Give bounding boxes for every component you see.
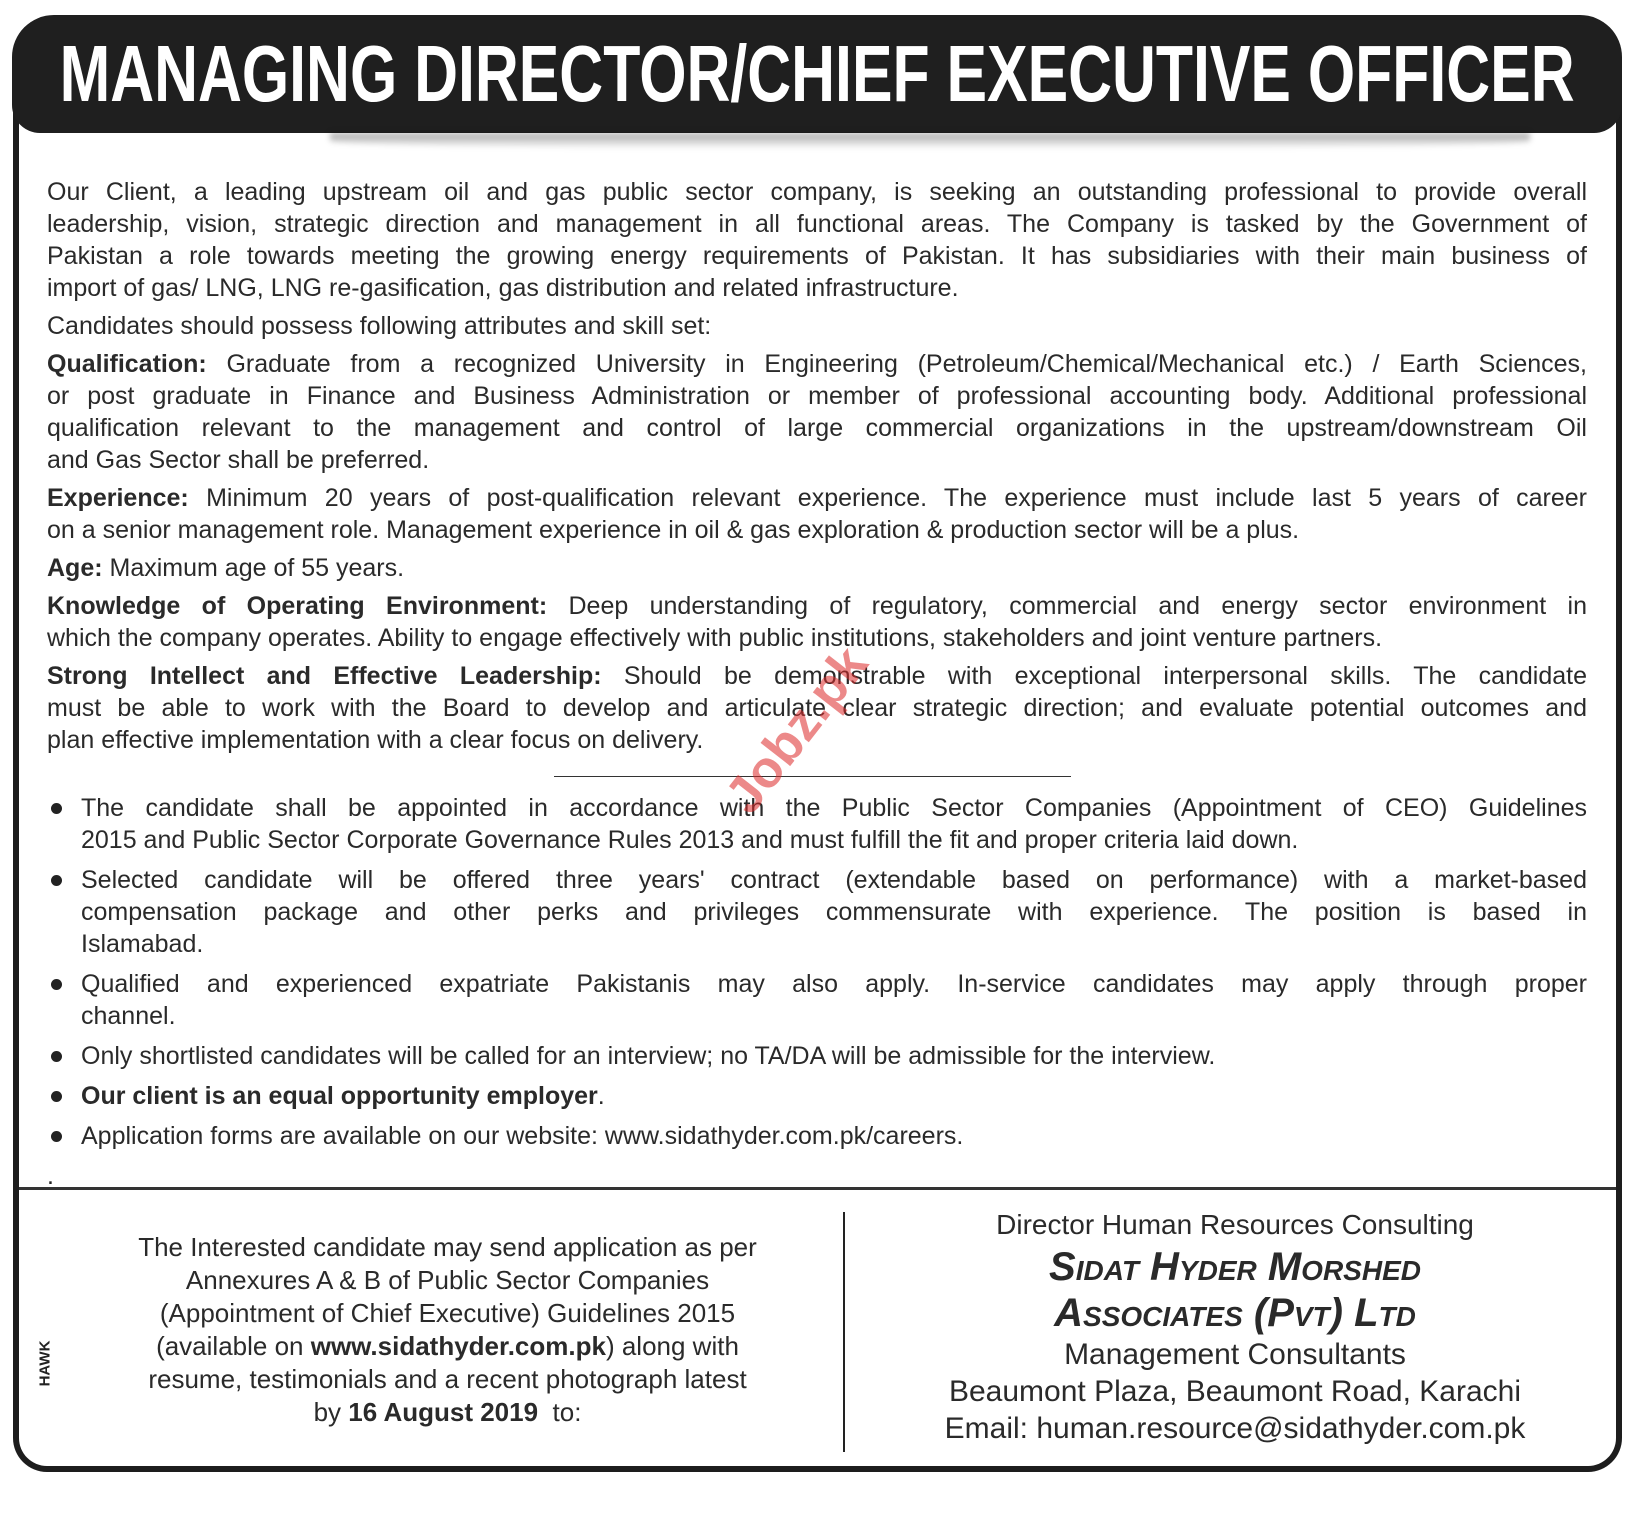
company-name-line1: Sidat Hyder Morshed [1049, 1245, 1421, 1289]
line-text: Application forms are available on our website: www.sidathyder.com.pk/careers. [81, 1122, 964, 1150]
line-text: and Gas Sector shall be preferred. [47, 446, 430, 474]
company-name-line2: Associates (Pvt) Ltd [1054, 1291, 1416, 1335]
text-line [47, 590, 1587, 622]
paragraph [47, 552, 1587, 584]
title-shadow [330, 133, 1530, 149]
section-label: Age: [47, 554, 103, 582]
stray-dot: . [47, 1162, 54, 1190]
text-line [47, 310, 1587, 342]
instruction-line: The Interested candidate may send application as per [138, 1232, 757, 1262]
footer-divider [19, 1187, 1616, 1190]
instruction-text: ) along with [605, 1331, 739, 1361]
company-tagline: Management Consultants [1064, 1338, 1406, 1371]
emphasis-text: Our client is an equal opportunity employer [81, 1082, 598, 1110]
text-line [47, 622, 1587, 654]
text-line [81, 928, 1587, 960]
line-text: import of gas/ LNG, LNG re-gasification, gas distribution and related infrastructure. [47, 274, 959, 302]
section-label: Strong Intellect and Effective Leadership: [47, 662, 602, 690]
bullet-icon [51, 803, 62, 814]
section-label: Experience: [47, 484, 189, 512]
agency-mark: HAWK [36, 1340, 54, 1387]
line-text: Pakistan a role towards meeting the growing energy requirements of Pakistan. It has subsidiaries with their main business of [47, 242, 1587, 270]
bullet-icon [51, 1131, 62, 1142]
line-text: plan effective implementation with a clear focus on delivery. [47, 726, 704, 754]
application-instructions [60, 1231, 835, 1429]
text-line [47, 176, 1587, 208]
instruction-line: Annexures A & B of Public Sector Companies [185, 1265, 710, 1295]
section-label: Qualification: [47, 350, 207, 378]
line-text: Selected candidate will be offered three years' contract (extendable based on performance) with a market-based [81, 866, 1587, 894]
text-line [47, 514, 1587, 546]
text-line [47, 444, 1587, 476]
section-divider [554, 776, 1071, 777]
instruction-text: to: [538, 1397, 582, 1427]
paragraph [47, 310, 1587, 342]
text-line [81, 824, 1587, 856]
instruction-line: resume, testimonials and a recent photograph latest [148, 1364, 747, 1394]
bullet-icon [51, 875, 62, 886]
line-text: Only shortlisted candidates will be called for an interview; no TA/DA will be admissible for the interview. [81, 1042, 1216, 1070]
text-line [81, 1040, 1587, 1072]
line-text: The candidate shall be appointed in accordance with the Public Sector Companies (Appointment of CEO) Guidelines [81, 794, 1587, 822]
contact-block [850, 1206, 1620, 1447]
line-text: channel. [81, 1002, 176, 1030]
line-text: Minimum 20 years of post-qualification relevant experience. The experience must include last 5 years of career [188, 484, 1587, 512]
text-line [47, 240, 1587, 272]
bullet-icon [51, 979, 62, 990]
text-line [47, 482, 1587, 514]
line-text: which the company operates. Ability to engage effectively with public institutions, stakeholders and joint venture partners. [47, 624, 1383, 652]
footer-vertical-divider [843, 1212, 845, 1452]
text-line [47, 348, 1587, 380]
line-text: Islamabad. [81, 930, 204, 958]
line-text: Should be demonstrable with exceptional interpersonal skills. The candidate [601, 662, 1587, 690]
text-line [81, 792, 1587, 824]
text-line [81, 1120, 1587, 1152]
company-address: Beaumont Plaza, Beaumont Road, Karachi [948, 1375, 1521, 1408]
instruction-line [60, 1396, 835, 1429]
bullet-icon [51, 1091, 62, 1102]
line-text: . [597, 1082, 605, 1110]
instruction-text: by [313, 1397, 349, 1427]
text-line [81, 864, 1587, 896]
instruction-line: (Appointment of Chief Executive) Guidelines 2015 [159, 1298, 736, 1328]
list-item [47, 792, 1587, 856]
section-label: Knowledge of Operating Environment: [47, 592, 548, 620]
title-bar [12, 15, 1622, 133]
line-text: Maximum age of 55 years. [102, 554, 405, 582]
line-text: Candidates should possess following attributes and skill set: [47, 312, 712, 340]
instruction-line [60, 1330, 835, 1363]
text-line [81, 1000, 1587, 1032]
text-line [81, 1080, 1587, 1112]
text-line [47, 272, 1587, 304]
line-text: or post graduate in Finance and Business Administration or member of professional accounting body. Additional professional [47, 382, 1587, 410]
line-text: 2015 and Public Sector Corporate Governance Rules 2013 and must fulfill the fit and proper criteria laid down. [81, 826, 1299, 854]
page-title: MANAGING DIRECTOR/CHIEF EXECUTIVE OFFICER [59, 29, 1575, 118]
text-line [47, 552, 1587, 584]
text-line [47, 208, 1587, 240]
instruction-text: (available on [156, 1331, 311, 1361]
bullet-icon [51, 1051, 62, 1062]
website-link[interactable]: www.sidathyder.com.pk [310, 1331, 606, 1361]
text-line [47, 380, 1587, 412]
text-line [47, 412, 1587, 444]
terms-list [47, 792, 1587, 1152]
list-item [47, 864, 1587, 960]
list-item [47, 1040, 1587, 1072]
line-text: Our Client, a leading upstream oil and gas public sector company, is seeking an outstanding professional to provide overall [47, 178, 1587, 206]
line-text: leadership, vision, strategic direction and management in all functional areas. The Company is tasked by the Government of [47, 210, 1587, 238]
paragraph [47, 348, 1587, 476]
line-text: Deep understanding of regulatory, commercial and energy sector environment in [547, 592, 1587, 620]
paragraph [47, 590, 1587, 654]
line-text: Graduate from a recognized University in Engineering (Petroleum/Chemical/Mechanical etc.) / Earth Sciences, [206, 350, 1587, 378]
line-text: on a senior management role. Management experience in oil & gas exploration & production sector will be a plus. [47, 516, 1300, 544]
contact-email[interactable]: Email: human.resource@sidathyder.com.pk [944, 1412, 1526, 1445]
list-item [47, 968, 1587, 1032]
deadline-date: 16 August 2019 [348, 1397, 539, 1427]
contact-position: Director Human Resources Consulting [996, 1209, 1474, 1240]
watermark: Jobz.pk [714, 635, 880, 825]
text-line [81, 896, 1587, 928]
line-text: Qualified and experienced expatriate Pakistanis may also apply. In-service candidates may apply through proper [81, 970, 1587, 998]
line-text: compensation package and other perks and privileges commensurate with experience. The position is based in [81, 898, 1587, 926]
list-item [47, 1120, 1587, 1152]
line-text: qualification relevant to the management and control of large commercial organizations in the upstream/downstream Oil [47, 414, 1587, 442]
text-line [81, 968, 1587, 1000]
paragraph [47, 482, 1587, 546]
paragraph [47, 176, 1587, 304]
list-item [47, 1080, 1587, 1112]
line-text: must be able to work with the Board to develop and articulate clear strategic direction; and evaluate potential outcomes and [47, 694, 1587, 722]
